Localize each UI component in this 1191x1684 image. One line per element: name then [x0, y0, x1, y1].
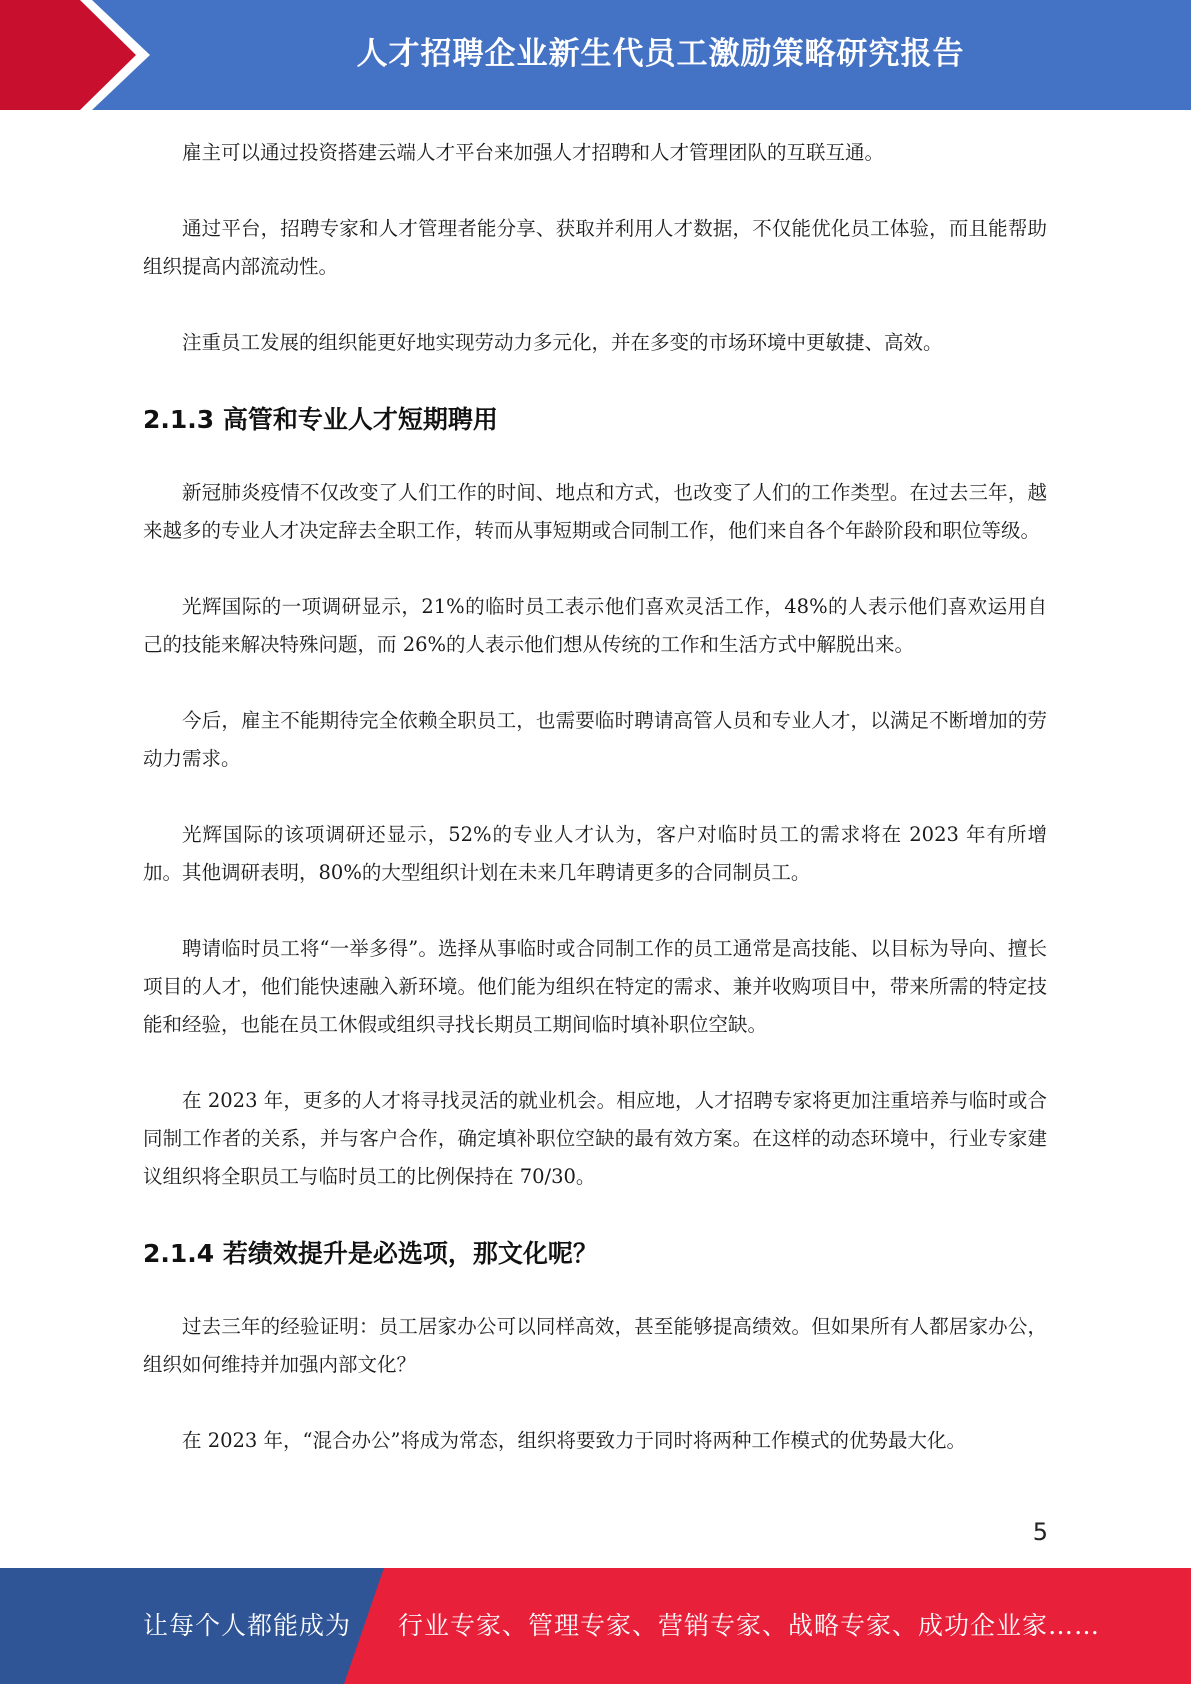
page-content: [143, 134, 1047, 1498]
report-title: 人才招聘企业新生代员工激励策略研究报告: [356, 36, 965, 72]
page-footer: [0, 1568, 1191, 1684]
paragraph: 注重员工发展的组织能更好地实现劳动力多元化，并在多变的市场环境中更敏捷、高效。: [182, 331, 943, 354]
paragraph: 光辉国际的该项调研还显示，52%的专业人才认为，客户对临时员工的需求将在 2023 年有所增加。其他调研表明，80%的大型组织计划在未来几年聘请更多的合同制员工。: [143, 823, 1047, 884]
paragraph: 新冠肺炎疫情不仅改变了人们工作的时间、地点和方式，也改变了人们的工作类型。在过去三年，越来越多的专业人才决定辞去全职工作，转而从事短期或合同制工作，他们来自各个年龄阶段和职位等级。: [143, 481, 1047, 542]
paragraph: 今后，雇主不能期待完全依赖全职员工，也需要临时聘请高管人员和专业人才，以满足不断增加的劳动力需求。: [143, 709, 1047, 770]
footer-slogan-left: 让每个人都能成为: [143, 1611, 352, 1640]
footer-slogan-right: 行业专家、管理专家、营销专家、战略专家、成功企业家……: [398, 1611, 1101, 1640]
paragraph: 在 2023 年，更多的人才将寻找灵活的就业机会。相应地，人才招聘专家将更加注重培养与临时或合同制工作者的关系，并与客户合作，确定填补职位空缺的最有效方案。在这样的动态环境中，行业专家建议组织将全职员工与临时员工的比例保持在 70/30。: [143, 1089, 1047, 1188]
section-heading-2-1-4: 2.1.4 若绩效提升是必选项，那文化呢？: [143, 1239, 598, 1268]
section-heading-2-1-3: 2.1.3 高管和专业人才短期聘用: [143, 405, 498, 434]
paragraph: 雇主可以通过投资搭建云端人才平台来加强人才招聘和人才管理团队的互联互通。: [182, 141, 885, 164]
paragraph: 聘请临时员工将“一举多得”。选择从事临时或合同制工作的员工通常是高技能、以目标为导向、擅长项目的人才，他们能快速融入新环境。他们能为组织在特定的需求、兼并收购项目中，带来所需的特定技能和经验，也能在员工休假或组织寻找长期员工期间临时填补职位空缺。: [143, 937, 1047, 1036]
paragraph: 在 2023 年，“混合办公”将成为常态，组织将要致力于同时将两种工作模式的优势最大化。: [182, 1429, 966, 1452]
paragraph: 通过平台，招聘专家和人才管理者能分享、获取并利用人才数据，不仅能优化员工体验，而且能帮助组织提高内部流动性。: [143, 217, 1047, 278]
paragraph: 光辉国际的一项调研显示，21%的临时员工表示他们喜欢灵活工作，48%的人表示他们喜欢运用自己的技能来解决特殊问题，而 26%的人表示他们想从传统的工作和生活方式中解脱出来。: [143, 595, 1047, 656]
page-header: [0, 0, 1191, 110]
paragraph: 过去三年的经验证明：员工居家办公可以同样高效，甚至能够提高绩效。但如果所有人都居家办公，组织如何维持并加强内部文化？: [143, 1315, 1047, 1376]
page-number: 5: [1032, 1518, 1048, 1546]
